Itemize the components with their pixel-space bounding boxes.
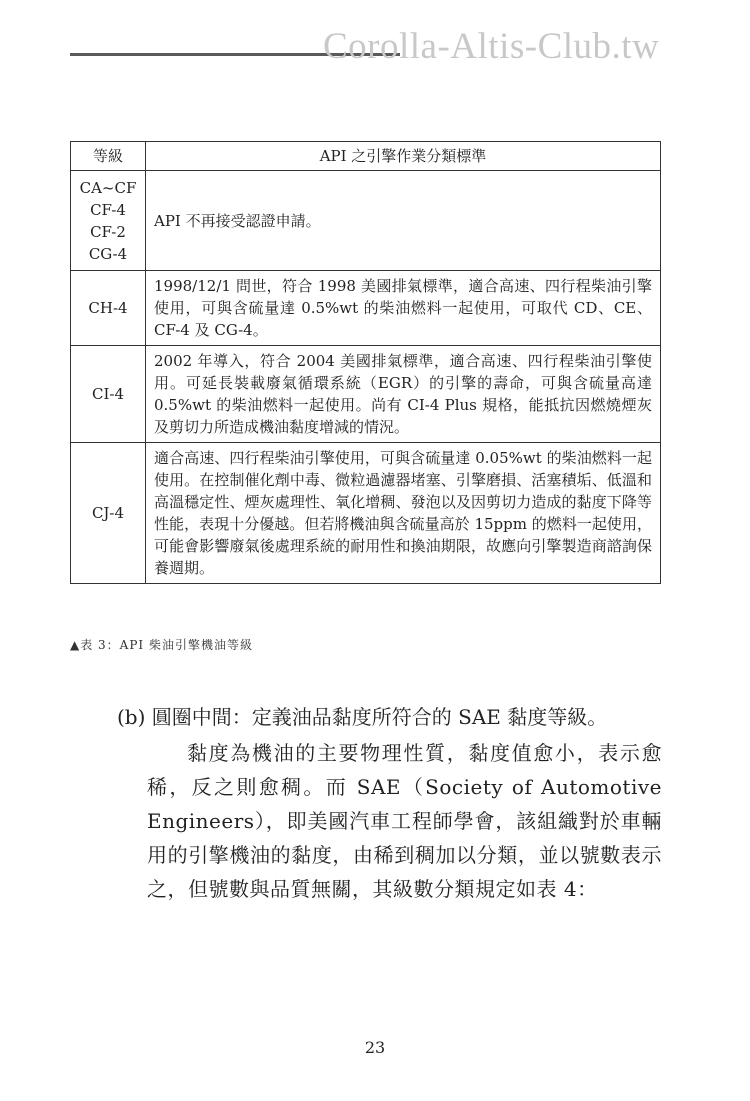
description-cell: API 不再接受認證申請。 — [146, 171, 661, 271]
description-cell: 適合高速、四行程柴油引擎使用，可與含硫量達 0.05%wt 的柴油燃料一起使用。在控制催化劑中毒、微粒過濾器堵塞、引擎磨損、活塞積垢、低溫和高溫穩定性、煙灰處理性、氧化增稠、發泡以及因剪切力造成的黏度下降等性能，表現十分優越。但若將機油與含硫量高於 15ppm 的燃料一起使用，可能會影響廢氣後處理系統的耐用性和換油期限，故應向引擎製造商諮詢保養週期。 — [146, 443, 661, 584]
section-subheading: (b) 圓圈中間：定義油品黏度所符合的 SAE 黏度等級。 — [117, 705, 608, 729]
grade-label: CH-4 — [88, 299, 128, 317]
table-row — [71, 443, 661, 584]
table-row — [71, 346, 661, 443]
grade-cell — [71, 271, 146, 346]
body-paragraph-block — [147, 736, 662, 906]
header-standard: API 之引擎作業分類標準 — [146, 142, 661, 171]
watermark-text: Corolla-Altis-Club.tw — [323, 26, 660, 67]
header-grade: 等級 — [71, 142, 146, 171]
grade-label: CF-2 — [90, 222, 126, 241]
table-row — [71, 271, 661, 346]
description-cell: 2002 年導入，符合 2004 美國排氣標準，適合高速、四行程柴油引擎使用。可延長裝載廢氣循環系統（EGR）的引擎的壽命，可與含硫量高達 0.5%wt 的柴油燃料一起使用。尚有 CI-4 Plus 規格，能抵抗因燃燒煙灰及剪切力所造成機油黏度增減的情況。 — [146, 346, 661, 443]
description-cell: 1998/12/1 問世，符合 1998 美國排氣標準，適合高速、四行程柴油引擎使用，可與含硫量達 0.5%wt 的柴油燃料一起使用，可取代 CD、CE、CF-4 及 CG-4。 — [146, 271, 661, 346]
grade-label: CG-4 — [88, 244, 128, 263]
grade-label: CJ-4 — [91, 504, 125, 522]
grade-cell — [71, 346, 146, 443]
grade-label: CA~CF — [79, 178, 137, 197]
grade-label: CF-4 — [90, 200, 126, 219]
page-number: 23 — [364, 1038, 386, 1057]
table-header-row — [71, 142, 661, 171]
table-caption: ▲表 3：API 柴油引擎機油等級 — [70, 638, 253, 652]
api-grade-table — [70, 141, 661, 584]
body-paragraph: 黏度為機油的主要物理性質，黏度值愈小，表示愈稀，反之則愈稠。而 SAE（Society of Automotive Engineers），即美國汽車工程師學會，該組織對於車輛用的引擎機油的黏度，由稀到稠加以分類，並以號數表示之，但號數與品質無關，其級數分類規定如表 4： — [147, 741, 662, 901]
table-row — [71, 171, 661, 271]
grade-cell — [71, 443, 146, 584]
grade-label: CI-4 — [91, 385, 124, 403]
grade-cell — [71, 171, 146, 271]
